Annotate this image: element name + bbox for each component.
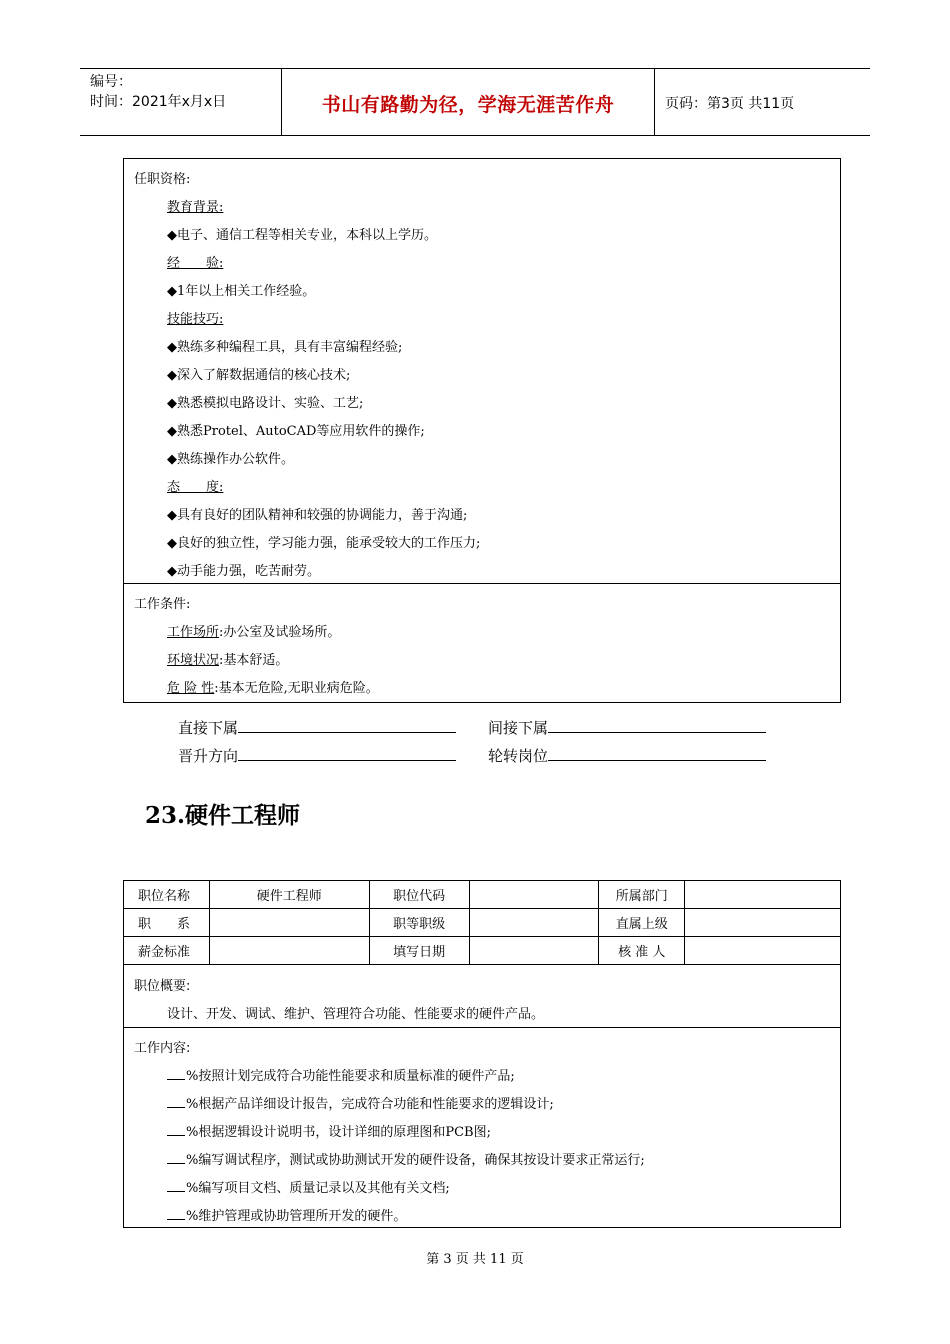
table-cell-value: [209, 937, 369, 965]
table-row: [124, 881, 841, 909]
promotion-label: 晋升方向: [178, 747, 239, 765]
header-top-rule: [80, 68, 870, 69]
indirect-subordinate-field[interactable]: [548, 718, 766, 733]
overview-title: 职位概要:: [134, 979, 191, 994]
table-cell-value: [685, 937, 841, 965]
duty-item: [167, 1149, 645, 1168]
attitude-label: 态 度:: [167, 480, 224, 495]
duties-box: [123, 1027, 841, 1228]
table-cell-label: 职 系: [124, 909, 210, 937]
skills-item: ◆深入了解数据通信的核心技术;: [167, 368, 351, 383]
position-info-table: [123, 880, 841, 965]
table-cell-label: 职等职级: [369, 909, 469, 937]
header-meta: [90, 72, 226, 112]
duty-blank[interactable]: [167, 1095, 185, 1108]
qualifications-box: [123, 158, 841, 703]
section-heading: 23.硬件工程师: [145, 802, 301, 829]
danger-value: :基本无危险,无职业病危险。: [214, 681, 379, 696]
duty-blank[interactable]: [167, 1179, 185, 1192]
time-label: 时间：2021年x月x日: [90, 94, 227, 110]
condition-place: [167, 621, 340, 640]
table-cell-label: 所属部门: [599, 881, 685, 909]
duty-item: [167, 1065, 515, 1084]
experience-item: ◆1年以上相关工作经验。: [167, 284, 316, 299]
table-cell-value: [469, 881, 599, 909]
attitude-item: ◆具有良好的团队精神和较强的协调能力，善于沟通;: [167, 508, 468, 523]
table-cell-value: 硬件工程师: [209, 881, 369, 909]
header-motto: 书山有路勤为径，学海无涯苦作舟: [321, 94, 615, 116]
duty-blank[interactable]: [167, 1207, 185, 1220]
duty-text: %维护管理或协助管理所开发的硬件。: [186, 1209, 407, 1224]
duty-text: %编写调试程序，测试或协助测试开发的硬件设备，确保其按设计要求正常运行;: [186, 1153, 645, 1168]
table-cell-label: 直属上级: [599, 909, 685, 937]
table-cell-label: 填写日期: [369, 937, 469, 965]
duty-text: %根据产品详细设计报告，完成符合功能和性能要求的逻辑设计;: [186, 1097, 554, 1112]
header-page-label: 页码：第3页 共11页: [665, 96, 795, 112]
header-bottom-rule: [80, 135, 870, 136]
direct-subordinate-label: 直接下属: [178, 719, 239, 737]
place-value: :办公室及试验场所。: [219, 625, 341, 640]
duty-blank[interactable]: [167, 1067, 185, 1080]
attitude-item: ◆动手能力强，吃苦耐劳。: [167, 564, 320, 579]
table-row: [124, 937, 841, 965]
table-cell-value: [469, 937, 599, 965]
promotion-line: [178, 745, 456, 766]
rotation-line: [488, 745, 766, 766]
education-item: ◆电子、通信工程等相关专业，本科以上学历。: [167, 228, 437, 243]
section-divider: [124, 583, 840, 584]
place-label: 工作场所: [167, 625, 220, 640]
indirect-subordinate-line: [488, 717, 766, 738]
table-cell-label: 薪金标准: [124, 937, 210, 965]
duty-item: [167, 1093, 554, 1112]
table-cell-value: [685, 881, 841, 909]
page-footer: 第 3 页 共 11 页: [426, 1252, 524, 1267]
table-cell-label: 职位名称: [124, 881, 210, 909]
rotation-field[interactable]: [548, 746, 766, 761]
env-value: :基本舒适。: [219, 653, 289, 668]
skills-item: ◆熟练多种编程工具，具有丰富编程经验;: [167, 340, 403, 355]
table-row: [124, 909, 841, 937]
condition-environment: [167, 649, 288, 668]
overview-text: 设计、开发、调试、维护、管理符合功能、性能要求的硬件产品。: [167, 1007, 545, 1022]
experience-label: 经 验:: [167, 256, 224, 271]
duties-title: 工作内容:: [134, 1041, 191, 1056]
duty-text: %根据逻辑设计说明书，设计详细的原理图和PCB图;: [186, 1125, 491, 1140]
env-label: 环境状况: [167, 653, 220, 668]
conditions-title: 工作条件:: [134, 597, 191, 612]
skills-item: ◆熟悉Protel、AutoCAD等应用软件的操作;: [167, 424, 425, 439]
table-cell-label: 职位代码: [369, 881, 469, 909]
duty-text: %编写项目文档、质量记录以及其他有关文档;: [186, 1181, 450, 1196]
duty-item: [167, 1177, 450, 1196]
duty-text: %按照计划完成符合功能性能要求和质量标准的硬件产品;: [186, 1069, 515, 1084]
duty-blank[interactable]: [167, 1123, 185, 1136]
header-divider: [654, 68, 655, 136]
number-label: 编号：: [90, 74, 132, 90]
table-cell-value: [209, 909, 369, 937]
skills-label: 技能技巧:: [167, 312, 224, 327]
indirect-subordinate-label: 间接下属: [488, 719, 549, 737]
promotion-field[interactable]: [238, 746, 456, 761]
duty-item: [167, 1205, 406, 1224]
skills-item: ◆熟练操作办公软件。: [167, 452, 294, 467]
danger-label: 危 险 性: [167, 681, 215, 696]
skills-item: ◆熟悉模拟电路设计、实验、工艺;: [167, 396, 364, 411]
condition-danger: [167, 677, 379, 696]
attitude-item: ◆良好的独立性，学习能力强，能承受较大的工作压力;: [167, 536, 481, 551]
duty-blank[interactable]: [167, 1151, 185, 1164]
direct-subordinate-line: [178, 717, 456, 738]
table-cell-value: [685, 909, 841, 937]
rotation-label: 轮转岗位: [488, 747, 549, 765]
overview-box: [123, 965, 841, 1028]
direct-subordinate-field[interactable]: [238, 718, 456, 733]
table-cell-label: 核 准 人: [599, 937, 685, 965]
table-cell-value: [469, 909, 599, 937]
education-label: 教育背景:: [167, 200, 224, 215]
qualifications-title: 任职资格:: [134, 172, 191, 187]
duty-item: [167, 1121, 491, 1140]
